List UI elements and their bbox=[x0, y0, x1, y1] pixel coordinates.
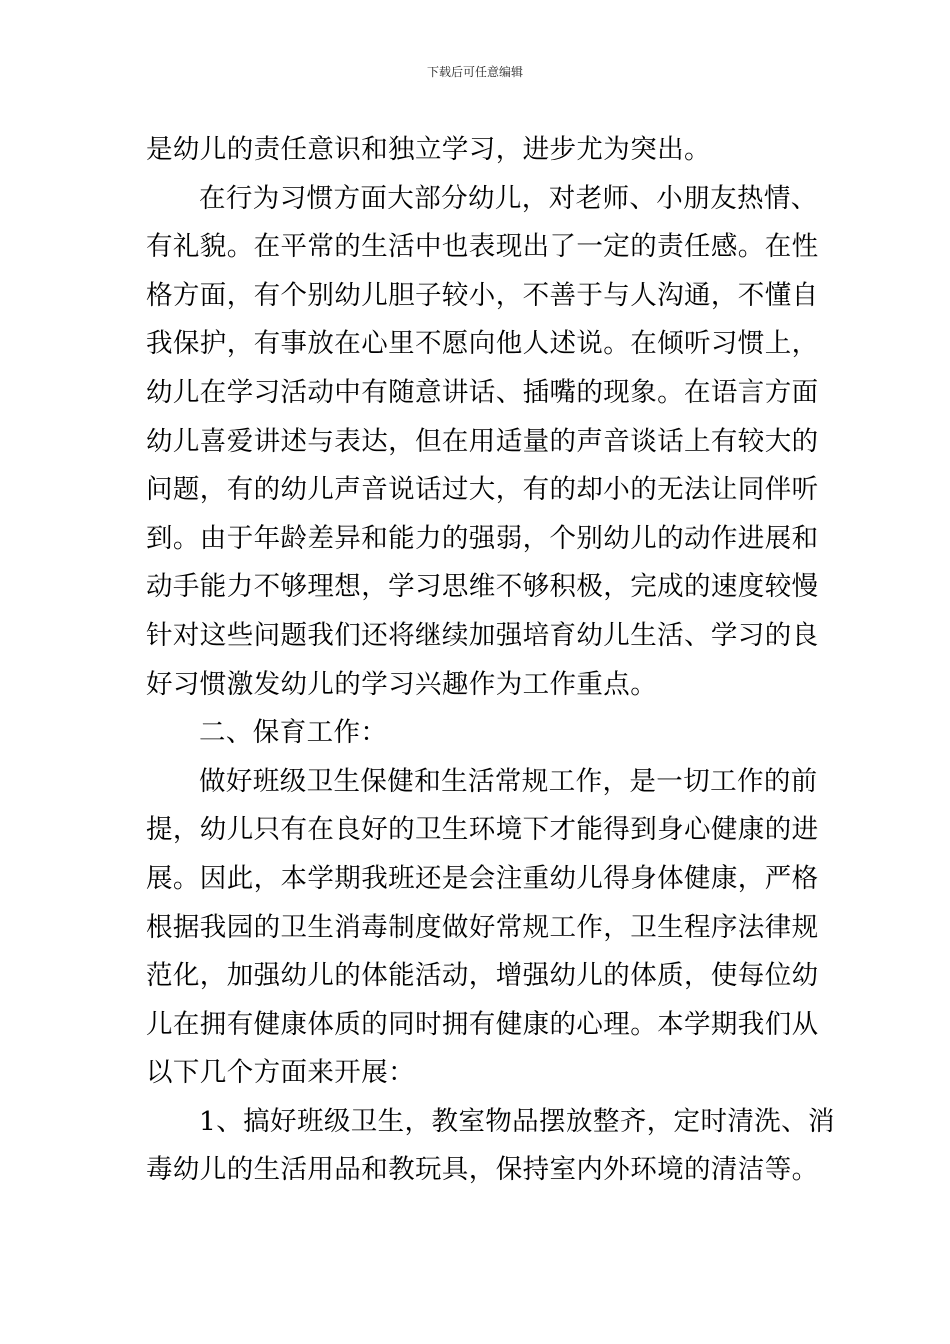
text-line: 动手能力不够理想，学习思维不够积极，完成的速度较慢 bbox=[146, 571, 819, 603]
text-line: 毒幼儿的生活用品和教玩具，保持室内外环境的清洁等。 bbox=[146, 1154, 819, 1186]
text-line: 到。由于年龄差异和能力的强弱，个别幼儿的动作进展和 bbox=[146, 522, 819, 554]
text-line: 做好班级卫生保健和生活常规工作，是一切工作的前 bbox=[199, 765, 818, 797]
text-line: 问题，有的幼儿声音说话过大，有的却小的无法让同伴听 bbox=[146, 474, 819, 506]
text-line: 提，幼儿只有在良好的卫生环境下才能得到身心健康的进 bbox=[146, 814, 819, 846]
text-line: 以下几个方面来开展： bbox=[146, 1057, 415, 1089]
list-item: 1、搞好班级卫生，教室物品摆放整齐，定时清洗、消 bbox=[199, 1105, 835, 1137]
text-line: 在行为习惯方面大部分幼儿，对老师、小朋友热情、 bbox=[199, 182, 818, 214]
text-line: 幼儿在学习活动中有随意讲话、插嘴的现象。在语言方面 bbox=[146, 376, 819, 408]
text-line: 范化，加强幼儿的体能活动，增强幼儿的体质，使每位幼 bbox=[146, 960, 819, 992]
text-line: 儿在拥有健康体质的同时拥有健康的心理。本学期我们从 bbox=[146, 1008, 819, 1040]
text-line: 是幼儿的责任意识和独立学习，进步尤为突出。 bbox=[146, 134, 711, 165]
text-line: 根据我园的卫生消毒制度做好常规工作，卫生程序法律规 bbox=[146, 911, 819, 943]
text-line: 有礼貌。在平常的生活中也表现出了一定的责任感。在性 bbox=[146, 231, 819, 263]
text-line: 格方面，有个别幼儿胆子较小，不善于与人沟通，不懂自 bbox=[146, 279, 819, 311]
text-line: 好习惯激发幼儿的学习兴趣作为工作重点。 bbox=[146, 668, 658, 700]
text-line: 我保护，有事放在心里不愿向他人述说。在倾听习惯上， bbox=[146, 328, 819, 360]
document-body bbox=[146, 126, 835, 1195]
text-line: 展。因此，本学期我班还是会注重幼儿得身体健康，严格 bbox=[146, 862, 819, 894]
section-heading: 二、保育工作： bbox=[199, 717, 388, 749]
text-line: 针对这些问题我们还将继续加强培育幼儿生活、学习的良 bbox=[146, 619, 819, 651]
text-line: 幼儿喜爱讲述与表达，但在用适量的声音谈话上有较大的 bbox=[146, 425, 819, 457]
page-header-note: 下载后可任意编辑 bbox=[426, 65, 523, 79]
